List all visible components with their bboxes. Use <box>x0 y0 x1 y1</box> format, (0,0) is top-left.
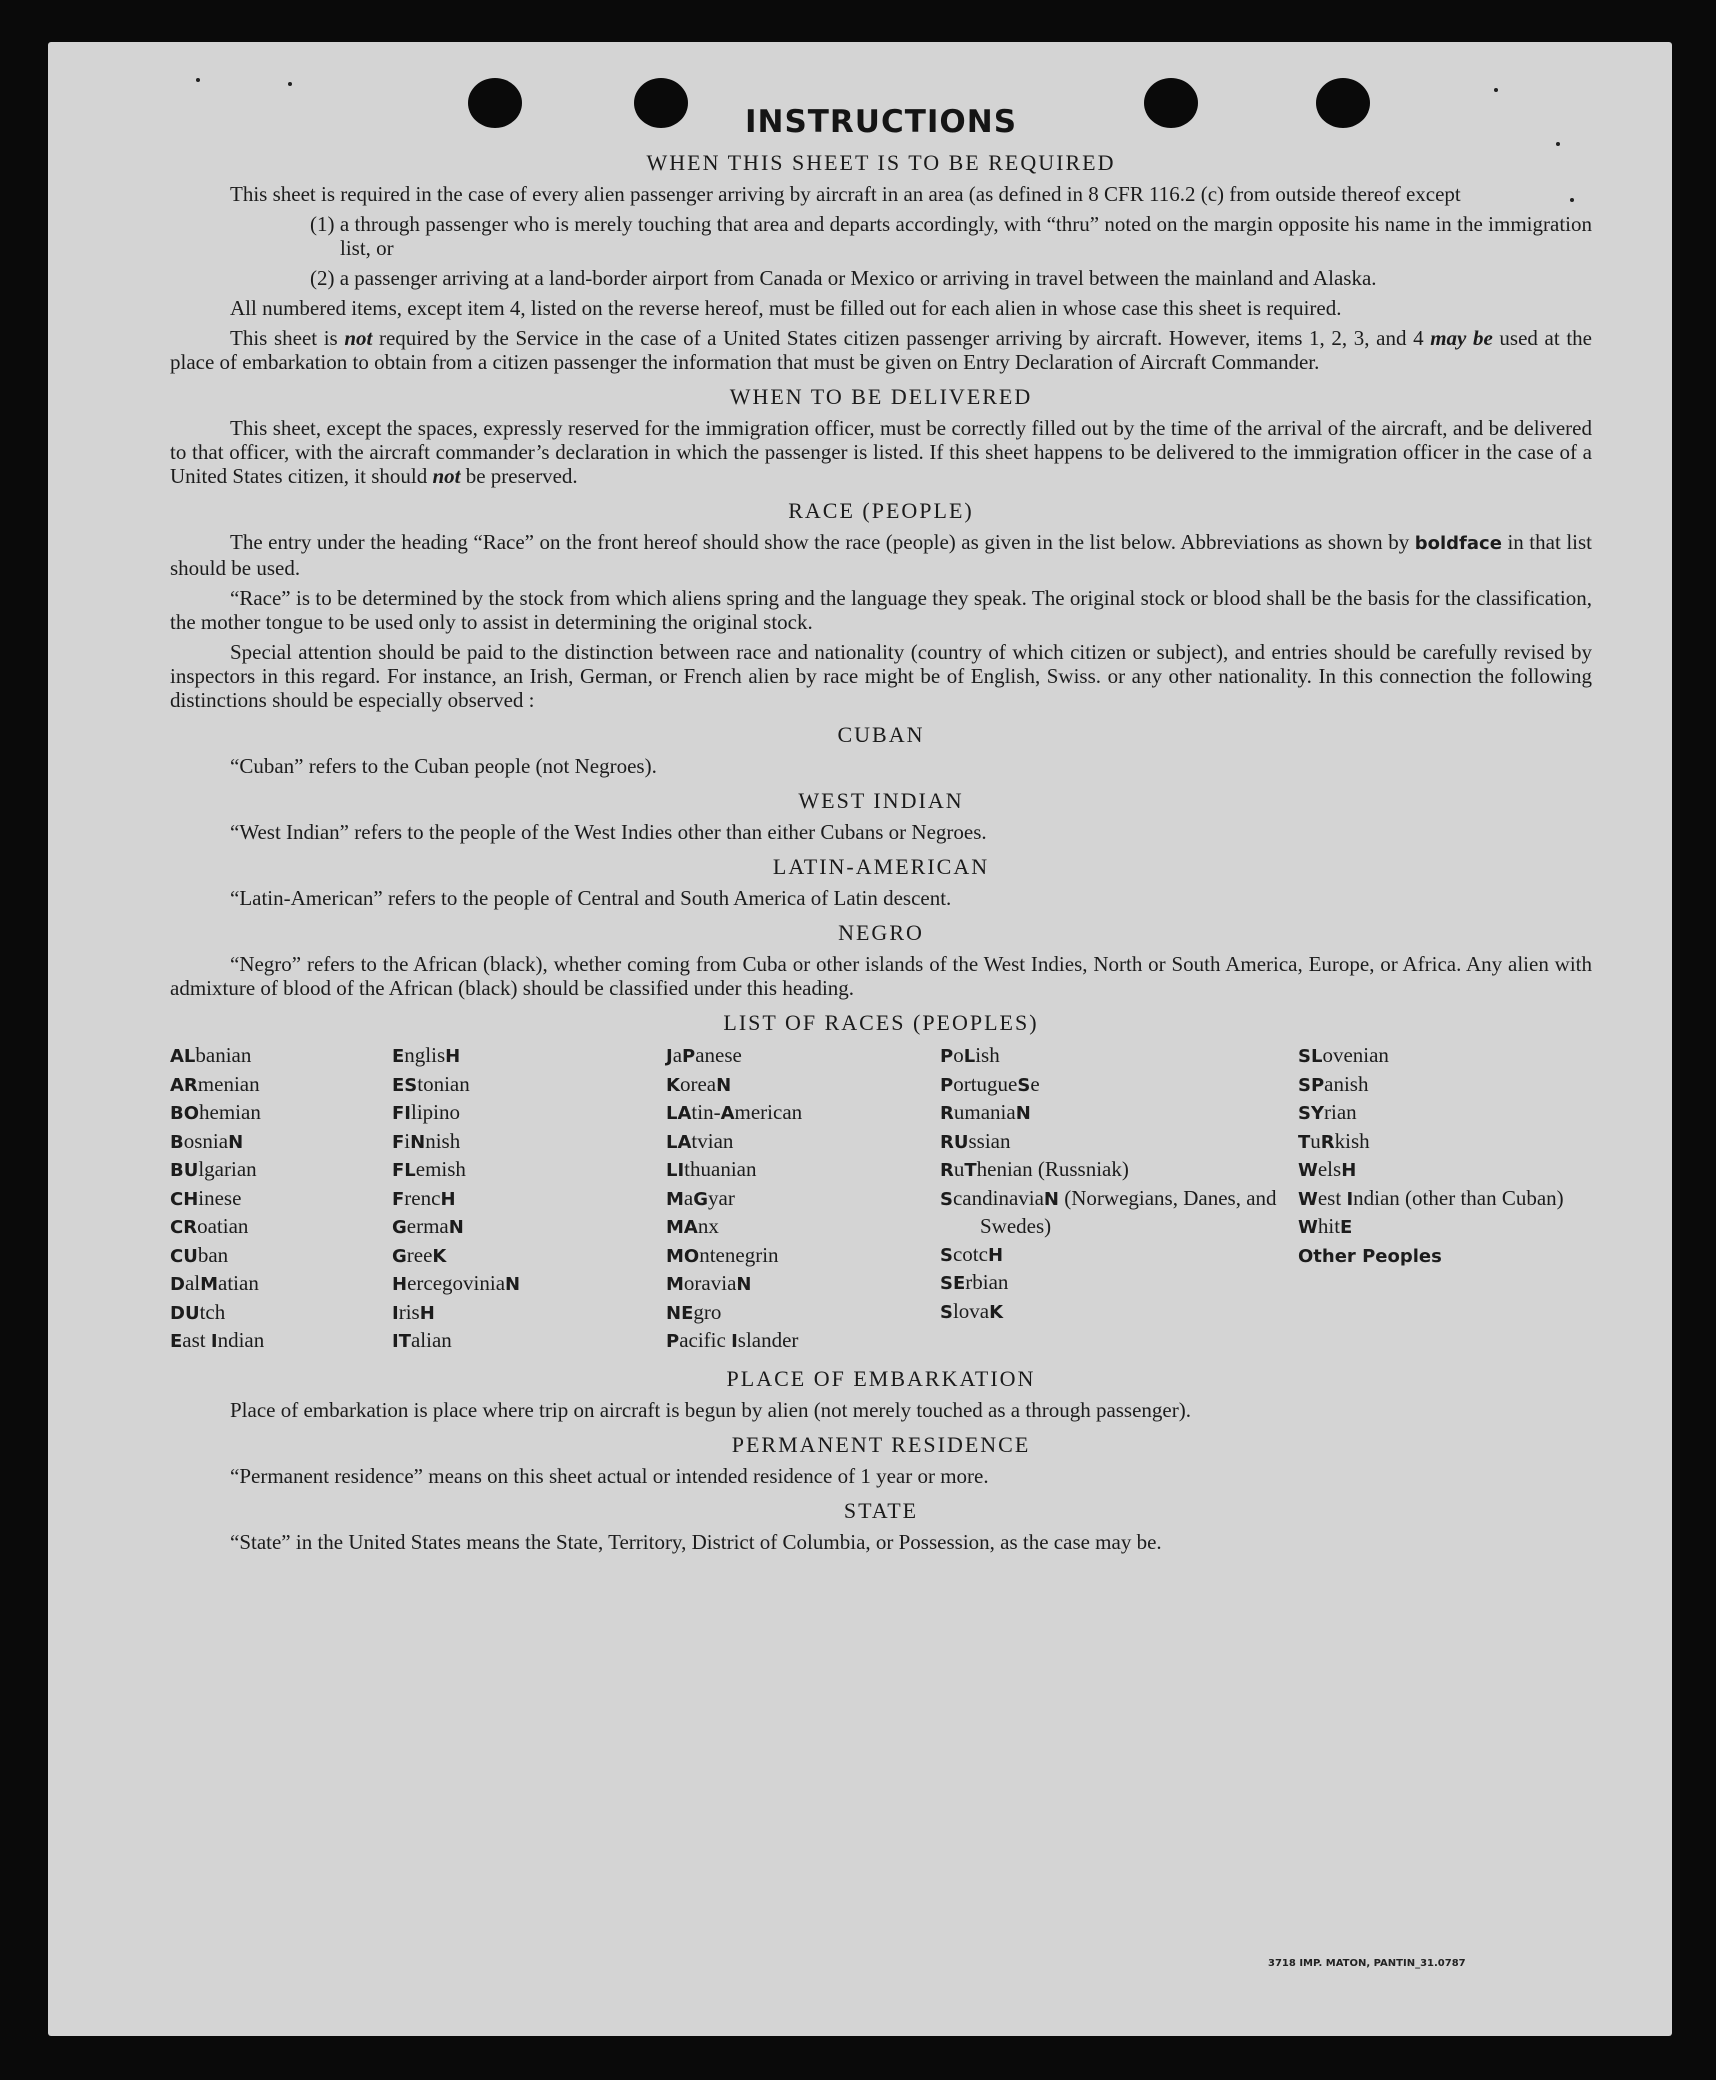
race-entry: WhitE <box>1298 1214 1353 1238</box>
race-entry: ARmenian <box>170 1071 260 1096</box>
race-entry: WelsH <box>1298 1157 1357 1181</box>
race-paragraph-2: “Race” is to be determined by the stock from which aliens spring and the language they speak. The original stock or blood shall be the basis for the classification, the mother tongue to be used only to assist in determining the original stock. <box>170 586 1592 634</box>
race-paragraph-3: Special attention should be paid to the distinction between race and nationality (country of which citizen or subject), and entries should be carefully revised by inspectors in this regard. For instance, an Irish, German, or French alien by race might be of English, Swiss. or any other nationality. In this connection the following distinctions should be especially observed : <box>170 640 1592 712</box>
page-title: INSTRUCTIONS <box>744 104 1018 140</box>
race-entry: SPanish <box>1298 1071 1369 1096</box>
race-entry: RuThenian (Russniak) <box>940 1157 1129 1181</box>
race-entry: RUssian <box>940 1128 1011 1153</box>
section-heading-race: RACE (PEOPLE) <box>788 498 974 523</box>
section-heading-cuban: CUBAN <box>837 722 925 747</box>
residence-text: “Permanent residence” means on this sheet actual or intended residence of 1 year or more. <box>230 1463 989 1488</box>
races-column-2 <box>392 1042 666 1356</box>
race-entry: Other Peoples <box>1298 1245 1442 1267</box>
race-entry: PortugueSe <box>940 1071 1040 1096</box>
race-entry: MOntenegrin <box>666 1242 779 1267</box>
race-entry: SLovenian <box>1298 1043 1389 1067</box>
negro-text: “Negro” refers to the African (black), whether coming from Cuba or other islands of the West Indies, North or South America, Europe, or Africa. Any alien with admixture of blood of the African (black) should be classified under this heading. <box>170 952 1592 1000</box>
section-heading-required: WHEN THIS SHEET IS TO BE REQUIRED <box>646 150 1116 175</box>
race-entry: SlovaK <box>940 1298 1004 1323</box>
races-column-1 <box>170 1042 392 1356</box>
citizen-note: This sheet is not required by the Service in the case of a United States citizen passenger arriving by aircraft. However, items 1, 2, 3, and 4 may be used at the place of embarkation to obtain from a citizen passenger the information that must be given on Entry Declaration of Aircraft Commander. <box>170 326 1592 374</box>
section-heading-latin-american: LATIN-AMERICAN <box>772 854 990 879</box>
required-intro: This sheet is required in the case of every alien passenger arriving by aircraft in an area (as defined in 8 CFR 116.2 (c) from outside thereof except <box>230 182 1461 206</box>
race-entry: FrencH <box>392 1185 456 1210</box>
section-heading-negro: NEGRO <box>838 920 924 945</box>
race-entry: FiNnish <box>392 1128 461 1153</box>
race-entry: FLemish <box>392 1157 466 1181</box>
embarkation-text: Place of embarkation is place where trip on aircraft is begun by alien (not merely touched as a through passenger). <box>230 1397 1191 1422</box>
cuban-text: “Cuban” refers to the Cuban people (not Negroes). <box>230 754 657 778</box>
race-entry: SErbian <box>940 1270 1009 1294</box>
race-entry: MaGyar <box>666 1185 735 1210</box>
race-entry: MoraviaN <box>666 1271 752 1295</box>
race-entry: West Indian (other than Cuban) <box>1298 1185 1564 1210</box>
race-entry: ScotcH <box>940 1241 1004 1266</box>
section-heading-embarkation: PLACE OF EMBARKATION <box>726 1365 1036 1391</box>
race-entry: JaPanese <box>666 1043 742 1067</box>
race-entry: LAtvian <box>666 1128 734 1153</box>
races-column-5 <box>1298 1042 1592 1356</box>
race-entry: RumaniaN <box>940 1100 1031 1124</box>
race-entry: FIlipino <box>392 1100 461 1124</box>
race-entry: Pacific Islander <box>666 1328 799 1352</box>
races-list <box>170 1042 1592 1356</box>
race-entry: PoLish <box>940 1043 1000 1067</box>
race-entry: KoreaN <box>666 1071 732 1096</box>
dust-speck <box>1494 88 1498 92</box>
instructions-content <box>170 104 1592 1560</box>
race-entry: CRoatian <box>170 1214 249 1238</box>
race-entry: ITalian <box>392 1328 452 1352</box>
race-entry: IrisH <box>392 1299 435 1324</box>
race-entry: BosniaN <box>170 1128 244 1153</box>
race-entry: BUlgarian <box>170 1157 257 1181</box>
numbered-items-note: All numbered items, except item 4, listed on the reverse hereof, must be filled out for each alien in whose case this sheet is required. <box>230 296 1342 320</box>
race-entry: HercegoviniaN <box>392 1271 521 1295</box>
race-paragraph-1: The entry under the heading “Race” on the front hereof should show the race (people) as given in the list below. Abbreviations as shown by boldface in that list should be used. <box>170 530 1593 580</box>
race-entry: East Indian <box>170 1328 265 1352</box>
section-heading-state: STATE <box>843 1497 919 1523</box>
race-entry: CUban <box>170 1242 229 1267</box>
required-exception-2: (2) a passenger arriving at a land-border airport from Canada or Mexico or arriving in travel between the mainland and Alaska. <box>310 266 1377 290</box>
race-entry: MAnx <box>666 1214 719 1238</box>
race-entry: EnglisH <box>392 1043 461 1067</box>
document-sheet <box>48 42 1672 2036</box>
race-entry: NEgro <box>666 1299 722 1324</box>
race-entry: SYrian <box>1298 1100 1357 1124</box>
dust-speck <box>288 82 292 86</box>
state-text: “State” in the United States means the State, Territory, District of Columbia, or Possession, as the case may be. <box>230 1529 1162 1554</box>
race-entry: LAtin-American <box>666 1100 803 1124</box>
section-heading-west-indian: WEST INDIAN <box>798 788 964 813</box>
race-entry: ALbanian <box>170 1043 252 1067</box>
section-heading-residence: PERMANENT RESIDENCE <box>731 1431 1031 1457</box>
delivered-text: This sheet, except the spaces, expressly reserved for the immigration officer, must be correctly filled out by the time of the arrival of the aircraft, and be delivered to that officer, with the aircraft commander’s declaration in which the passenger is listed. If this sheet happens to be delivered to the immigration officer in the case of a United States citizen, it should not be preserved. <box>170 416 1592 488</box>
race-entry: CHinese <box>170 1185 242 1210</box>
race-entry: BOhemian <box>170 1100 261 1124</box>
section-heading-delivered: WHEN TO BE DELIVERED <box>729 384 1033 409</box>
race-entry: LIthuanian <box>666 1157 757 1181</box>
printer-imprint: 3718 IMP. MATON, PANTIN_31.0787 <box>1268 1958 1466 1969</box>
races-column-4 <box>940 1042 1298 1356</box>
section-heading-list-of-races: LIST OF RACES (PEOPLES) <box>723 1010 1039 1035</box>
latin-american-text: “Latin-American” refers to the people of Central and South America of Latin descent. <box>230 886 952 910</box>
dust-speck <box>196 78 200 82</box>
race-entry: ScandinaviaN (Norwegians, Danes, and Swedes) <box>940 1185 1277 1238</box>
races-column-3 <box>666 1042 940 1356</box>
race-entry: EStonian <box>392 1071 470 1096</box>
race-entry: GermaN <box>392 1214 464 1238</box>
race-entry: GreeK <box>392 1242 447 1267</box>
race-entry: DalMatian <box>170 1271 259 1295</box>
required-exception-1: (1) a through passenger who is merely touching that area and departs accordingly, with “thru” noted on the margin opposite his name in the immigration list, or <box>310 212 1592 260</box>
west-indian-text: “West Indian” refers to the people of the West Indies other than either Cubans or Negroes. <box>230 820 987 844</box>
race-entry: DUtch <box>170 1299 226 1324</box>
race-entry: TuRkish <box>1298 1128 1370 1153</box>
